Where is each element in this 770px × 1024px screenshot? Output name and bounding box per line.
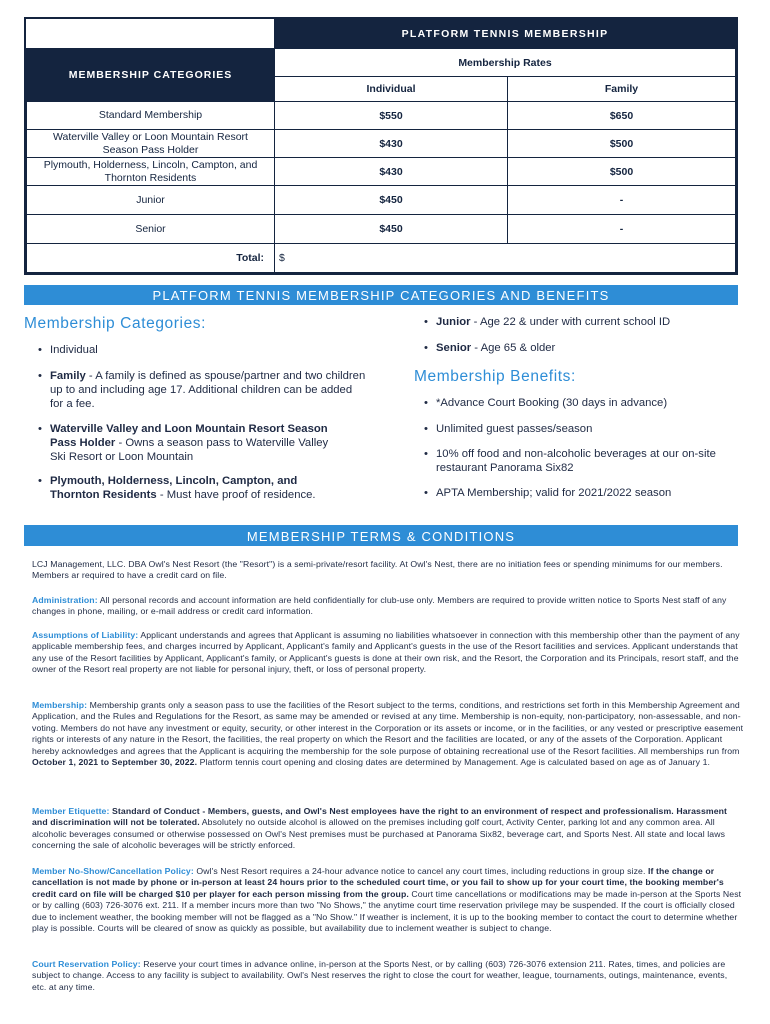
table-row	[27, 215, 736, 244]
membership-dates: October 1, 2021 to September 30, 2022.	[32, 757, 198, 768]
category-junior: Junior	[436, 316, 471, 328]
category-cell: Senior	[27, 215, 275, 244]
categories-header: MEMBERSHIP CATEGORIES	[27, 49, 275, 102]
table-row	[27, 186, 736, 215]
categories-heading: Membership Categories:	[24, 315, 207, 332]
list-item	[36, 343, 366, 357]
list-item	[36, 369, 366, 411]
liability-heading: Assumptions of Liability:	[32, 630, 139, 640]
individual-rate-cell: $430	[275, 130, 508, 158]
table-title: PLATFORM TENNIS MEMBERSHIP	[275, 20, 736, 49]
category-senior: Senior	[436, 342, 472, 354]
reservation-text: Reserve your court times in advance online, in-person at the Sports Nest, or by calling (603) 726-3076 extension 211. Rates, times, and policies are subject to change. Access to any facility is subject to availability. Owl's Nest reserves the right to close the court for weather, league, tournaments, outings, maintenance, events, etc. at any time.	[32, 959, 728, 992]
individual-rate-cell: $550	[275, 102, 508, 130]
etiquette-standard: Standard of Conduct - Members, guests, and Owl's Nest employees have the right to an environment of respect and professionalism. Harassment and discrimination will not be tolerated.	[32, 806, 728, 828]
list-item	[422, 315, 722, 329]
category-individual: Individual	[50, 344, 98, 356]
category-cell: Waterville Valley or Loon Mountain Resort Season Pass Holder	[27, 130, 275, 158]
terms-etiquette	[32, 806, 744, 852]
no-show-text: Owl's Nest Resort requires a 24-hour advance notice to cancel any court times, including reductions in group size.	[193, 866, 646, 876]
table-row	[27, 158, 736, 186]
category-passholder: Waterville Valley and Loon Mountain Resort Season Pass Holder	[50, 423, 328, 449]
list-item	[36, 422, 346, 464]
individual-rate-cell: $450	[275, 186, 508, 215]
terms-intro-text: LCJ Management, LLC. DBA Owl's Nest Resort (the "Resort") is a semi-private/resort facility. At Owl's Nest, there are no initiation fees or spending minimums for our members. Members ar required to have a credit card on file.	[32, 559, 723, 581]
family-rate-cell: $650	[508, 102, 736, 130]
terms-administration	[32, 595, 744, 618]
liability-text: Applicant understands and agrees that Applicant is assuming no liabilities whatsoever in connection with this membership other than the payment of any applicable membership fees, and charges incurred by Applicant, Applicant's family and Applicant's guests in the use of the Resort facilities and services. Applicant understands that any use of the Resort facilities by Applicant, Applicant's family, or Applicant's guests is done at their own risk, and the Resort, the Corporation and its Principals, resort staff, and the owner of the Resort real property are not liable for personal injury, theft, or loss of personal property.	[32, 630, 740, 675]
list-item: • 10% off food and non-alcoholic beverages at our on-site restaurant Panorama Six82	[422, 447, 727, 475]
membership-heading: Membership:	[32, 700, 88, 710]
category-family-desc: - A family is defined as spouse/partner and two children up to and including age 17. Additional children can be added for a fee.	[50, 370, 366, 410]
no-show-text-end: Court time cancellations or modifications may be made in-person at the Sports Nest or by calling (603) 726-3076 ext. 211. If a member incurs more than two "No Shows," the anytime court time reservation privilege may be suspended. If the court is officially closed due to inclement weather, the booking member will not be flagged as a "No Show." If weather is inclement, it is up to the booking member to contact the court to determine whether play is possible. Courts will be cleared of snow as quickly as possible, but availability due to inclement weather is subject to change.	[32, 888, 742, 934]
family-rate-cell: -	[508, 215, 736, 244]
list-item	[36, 474, 346, 502]
category-cell: Standard Membership	[27, 102, 275, 130]
list-item: • *Advance Court Booking (30 days in advance)	[422, 396, 727, 410]
benefits-heading: Membership Benefits:	[414, 368, 576, 385]
rates-header: Membership Rates	[275, 49, 736, 77]
category-family: Family	[50, 370, 86, 382]
etiquette-heading: Member Etiquette:	[32, 806, 110, 816]
administration-text: All personal records and account information are held confidentially for club-use only. Members are required to provide written notice to Sports Nest staff of any changes in phone, mailing, or e-mail address or credit card information.	[32, 595, 727, 617]
family-rate-cell: $500	[508, 158, 736, 186]
family-rate-cell: $500	[508, 130, 736, 158]
category-residents-desc: - Must have proof of residence.	[156, 489, 316, 501]
table-corner-cell	[27, 20, 275, 49]
terms-liability	[32, 630, 744, 676]
terms-no-show	[32, 866, 744, 934]
category-junior-desc: - Age 22 & under with current school ID	[470, 316, 671, 328]
total-label: Total:	[27, 244, 275, 273]
reservation-heading: Court Reservation Policy:	[32, 959, 141, 969]
categories-list	[36, 343, 366, 502]
categories-benefits-banner: PLATFORM TENNIS MEMBERSHIP CATEGORIES AND BENEFITS	[24, 285, 738, 305]
membership-text-end: Platform tennis court opening and closing dates are determined by Management. Age is calculated based on age as of January 1.	[197, 757, 711, 768]
category-cell: Plymouth, Holderness, Lincoln, Campton, and Thornton Residents	[27, 158, 275, 186]
terms-intro	[32, 559, 744, 582]
category-cell: Junior	[27, 186, 275, 215]
total-input[interactable]: $	[275, 244, 736, 273]
list-item	[422, 341, 722, 355]
benefits-list	[422, 396, 727, 500]
family-column-header: Family	[508, 77, 736, 102]
individual-column-header: Individual	[275, 77, 508, 102]
no-show-heading: Member No-Show/Cancellation Policy:	[32, 866, 194, 876]
membership-rates-table	[24, 17, 738, 275]
category-passholder-desc: - Owns a season pass to Waterville Valley Ski Resort or Loon Mountain	[50, 437, 329, 463]
list-item: • Unlimited guest passes/season	[422, 422, 727, 436]
table-row	[27, 130, 736, 158]
terms-court-reservation	[32, 959, 744, 993]
terms-membership	[32, 700, 744, 768]
table-row	[27, 102, 736, 130]
administration-heading: Administration:	[32, 595, 98, 605]
family-rate-cell: -	[508, 186, 736, 215]
age-categories-list	[422, 315, 722, 355]
individual-rate-cell: $450	[275, 215, 508, 244]
category-residents: Plymouth, Holderness, Lincoln, Campton, and Thornton Residents	[50, 475, 298, 501]
list-item: • APTA Membership; valid for 2021/2022 season	[422, 486, 727, 500]
total-row	[27, 244, 736, 273]
category-senior-desc: - Age 65 & older	[471, 342, 556, 354]
etiquette-text: Absolutely no outside alcohol is allowed on the premises including golf court, Activity Center, parking lot and any common area. All alcoholic beverages consumed or otherwise possessed on Owl's Nest premises must be purchased at Panorama Six82, beverage cart, and Sports Nest. All state and local laws concerning the sale of alcoholic beverages will be strictly enforced.	[32, 817, 726, 851]
no-show-penalty: If the change or cancellation is not made by phone or in-person at least 24 hours prior to the scheduled court time, or you fail to show up for your court time, the booking member's credit card on file will be charged $10 per player for each person missing from the group.	[32, 866, 724, 899]
membership-text: Membership grants only a season pass to use the facilities of the Resort subject to the terms, conditions, and restrictions set forth in this Membership Agreement and Application, and the Rules and Regulations for the Resort, as same may be amended or revised at any time. Membership is non-equity, non-participatory, non-assessable, and non-voting. Members do not have any investment or equity, security, or other interest in the Corporation or its assets or income, or in the facilities, or any vested or prescriptive easement rights or interests of any nature in the Resort, the facilities, the real property on which the Resort and the facilities are located, or any of the assets of the Corporation. Applicant hereby acknowledges and agrees that the Applicant is acquiring the membership for the sole purpose of obtaining recreational use of the Resort facilities. All memberships run from	[32, 700, 744, 756]
individual-rate-cell: $430	[275, 158, 508, 186]
terms-banner: MEMBERSHIP TERMS & CONDITIONS	[24, 525, 738, 546]
